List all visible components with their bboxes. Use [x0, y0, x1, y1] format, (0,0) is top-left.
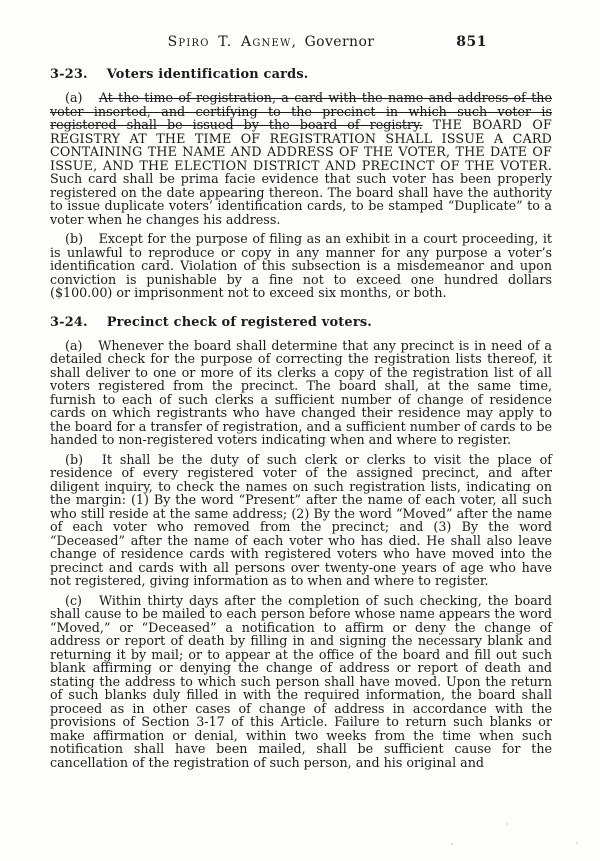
body-text: Except for the purpose of filing as an exhibit in a court proceeding, it is unlawful to reproduce or copy in any manner for any purpose a voter’s identification card. Violation of this subsection is a misdemeanor and upon conviction is punishable by a fine not to exceed one hundred dollars ($100.00) or imprisonment not to exceed six months, or both. [50, 231, 552, 300]
paragraph-label: (c) [65, 592, 83, 608]
section-3-24 [50, 315, 552, 770]
body-text: Whenever the board shall determine that any precinct is in need of a detailed check for the purpose of correcting the registration lists thereof, it shall deliver to one or more of its clerks a copy of the registration list of all voters registered from the precinct. The board shall, at the same time, furnish to each of such clerks a sufficient number of change of residence cards on which registrants who have changed their residence may apply to the board for a transfer of registration, and a sufficient number of cards to be handed to non-registered voters indicating when and where to register. [50, 337, 552, 447]
paragraph-3-23-a [50, 91, 552, 226]
section-heading [50, 67, 552, 82]
paragraph-3-24-a [50, 339, 552, 447]
governor-name: Spiro T. Agnew, [167, 34, 298, 50]
section-heading [50, 315, 552, 330]
section-number: 3-24. [50, 314, 88, 330]
paragraph-label: (a) [65, 90, 83, 105]
scan-speck [576, 842, 578, 844]
section-number: 3-23. [50, 67, 88, 82]
page-number: 851 [456, 34, 487, 50]
governor-role: Governor [304, 34, 375, 50]
section-title: Voters identification cards. [106, 67, 309, 82]
running-head [50, 34, 552, 52]
paragraph-label: (b) [65, 231, 84, 246]
body-text: Such card shall be prima facie evidence that such voter has been properly registered on the date appearing thereon. The board shall have the authority to issue duplicate voters’ identification cards, to be stamped “Duplicate” to a voter when he changes his address. [50, 171, 552, 227]
paragraph-3-24-b [50, 453, 552, 588]
scan-speck [506, 823, 508, 825]
body-text: Within thirty days after the completion of such checking, the board shall cause to be mailed to each person before whose name appears the word “Moved,” or “Deceased” a notification to affirm or deny the change of address or report of death by filling in and signing the necessary blank and returning it by mail; or to appear at the office of the board and fill out such blank affirming or denying the change of address or report of death and stating the address to which such person shall have moved. Upon the return of such blanks duly filled in with the required information, the board shall proceed as in other cases of change of address in accordance with the provisions of Section 3-17 of this Article. Failure to return such blanks or make affirmation or denial, within two weeks from the time when such notification shall have been mailed, shall be sufficient cause for the cancellation of the registration of such person, and his original and [50, 592, 552, 770]
paragraph-label: (a) [65, 337, 83, 353]
body-text: It shall be the duty of such clerk or clerks to visit the place of residence of every registered voter of the assigned precinct, and after diligent inquiry, to check the names on such registration lists, indicating on the margin: (1) By the word “Present” after the name of each voter, all such who still reside at the same address; (2) By the word “Moved” after the name of each voter who removed from the precinct; and (3) By the word “Deceased” after the name of each voter who has died. He shall also leave change of residence cards with registered voters who have moved into the precinct and cards with all persons over twenty-one years of age who have not registered, giving information as to when and where to register. [50, 451, 552, 588]
page-header-title [50, 34, 492, 50]
section-title: Precinct check of registered voters. [106, 314, 372, 330]
paragraph-3-23-b [50, 232, 552, 300]
scan-speck [451, 843, 453, 845]
section-3-23 [50, 67, 552, 300]
stricken-text: At the time of registration, a card with the name and address of the voter inserted, and certifying to the precinct in which such voter is registered shall be issued by the board of registry. [50, 90, 552, 132]
paragraph-label: (b) [65, 451, 84, 467]
inserted-caps-text: THE BOARD OF REGISTRY AT THE TIME OF REGISTRATION SHALL ISSUE A CARD CONTAINING THE NAME AND ADDRESS OF THE VOTER, THE DATE OF ISSUE, AND THE ELECTION DISTRICT AND PRECINCT OF THE VOTER. [50, 117, 552, 173]
paragraph-3-24-c [50, 594, 552, 770]
